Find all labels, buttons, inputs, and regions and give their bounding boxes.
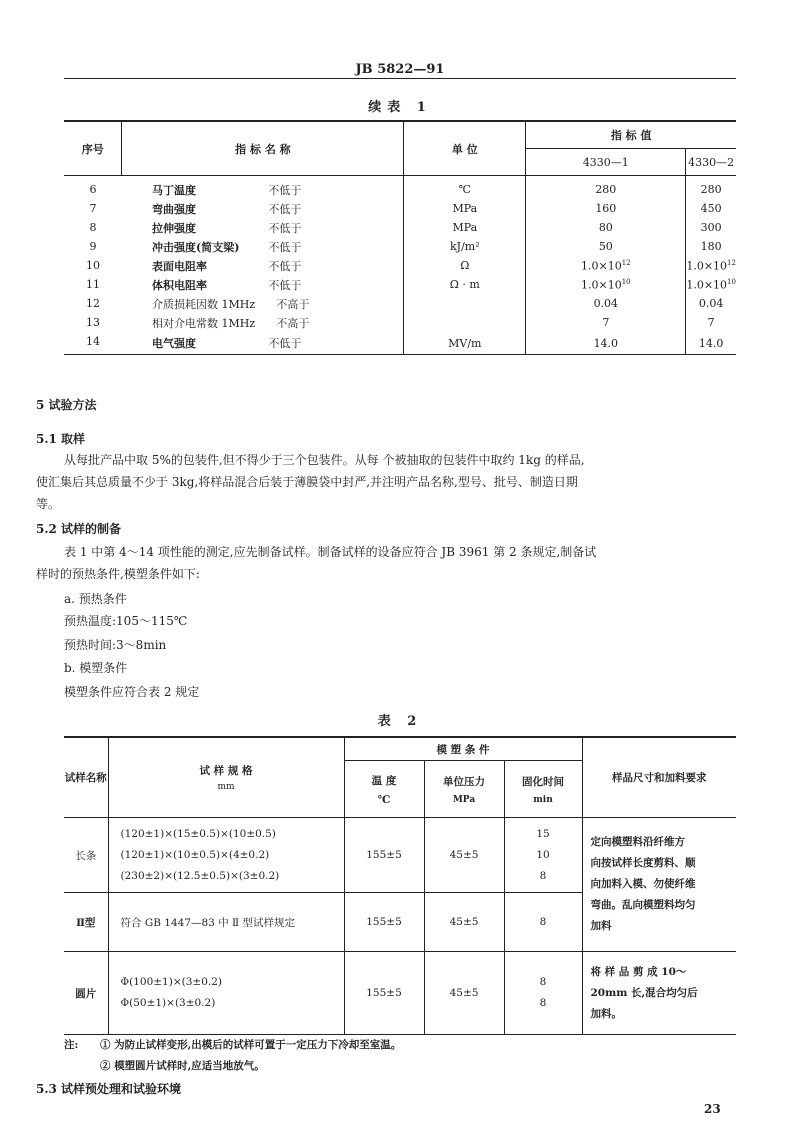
document-header-code: JB 5822—91 bbox=[355, 62, 445, 77]
section-5-title: 5 试验方法 bbox=[36, 398, 97, 412]
molding-note: 模塑条件应符合表 2 规定 bbox=[64, 685, 200, 699]
table-row: 10 表面电阻率 不低于 Ω $1.0\times 10^{12}$ $1.0\times 10^{12}$ bbox=[64, 256, 736, 275]
table1-header-no: 序号 bbox=[64, 121, 122, 176]
requirement-linear: 定向模塑料沿纤维方 向按试样长度剪料、顺 向加料入模、勿使纤维 弯曲。乱向模塑料均匀 加料 bbox=[582, 818, 736, 952]
table2-header-pressure: 单位压力 MPa bbox=[424, 761, 504, 818]
table-row: 11 体积电阻率 不低于 Ω · m $1.0\times 10^{10}$ $1.0\times 10^{10}$ bbox=[64, 275, 736, 294]
table1-header-name: 指 标 名 称 bbox=[122, 121, 404, 176]
page-number: 23 bbox=[704, 1102, 721, 1116]
table2-header-name: 试样名称 bbox=[64, 737, 108, 818]
notes-label: 注: bbox=[64, 1039, 79, 1051]
table-row: 7 弯曲强度 不低于 MPa 160 450 bbox=[64, 199, 736, 218]
note-2: ② 模塑圆片试样时,应适当地放气。 bbox=[100, 1060, 265, 1072]
table2-header-molding: 模 塑 条 件 bbox=[344, 737, 582, 761]
header-rule bbox=[64, 78, 736, 79]
table-row: 13 相对介电常数 1MHz 不高于 7 7 bbox=[64, 313, 736, 332]
table1-header-unit: 单 位 bbox=[404, 121, 526, 176]
table-row: 圆片 Φ(100±1)×(3±0.2) Φ(50±1)×(3±0.2) 155±5 45±5 8 8 将 样 品 剪 成 10～ 20mm 长,混合均匀后 加料。 bbox=[64, 952, 736, 1035]
section-5-1-title: 5.1 取样 bbox=[36, 432, 86, 446]
table2-caption: 表 2 bbox=[377, 714, 423, 729]
table-row: 14 电气强度 不低于 MV/m 14.0 14.0 bbox=[64, 332, 736, 355]
section-5-2-line2: 样时的预热条件,模塑条件如下: bbox=[36, 567, 200, 581]
table2-header-spec: 试 样 规 格 mm bbox=[108, 737, 344, 818]
table2-header-req: 样品尺寸和加料要求 bbox=[582, 737, 736, 818]
table2-header-time: 固化时间 min bbox=[504, 761, 582, 818]
table-row: 8 拉伸强度 不低于 MPa 80 300 bbox=[64, 218, 736, 237]
section-5-2-line1: 表 1 中第 4～14 项性能的测定,应先制备试样。制备试样的设备应符合 JB 3961 第 2 条规定,制备试 bbox=[64, 545, 597, 559]
table1-caption: 续表 1 bbox=[368, 100, 432, 115]
molding-heading: b. 模塑条件 bbox=[64, 661, 128, 675]
table-2 bbox=[64, 736, 736, 1035]
requirement-disc: 将 样 品 剪 成 10～ 20mm 长,混合均匀后 加料。 bbox=[582, 952, 736, 1035]
section-5-1-line3: 等。 bbox=[36, 497, 61, 511]
table-row: Ⅱ型 符合 GB 1447—83 中 Ⅱ 型试样规定 155±5 45±5 8 bbox=[64, 893, 736, 952]
preheat-temperature: 预热温度:105～115℃ bbox=[64, 614, 188, 628]
section-5-2-title: 5.2 试样的制备 bbox=[36, 522, 122, 536]
table1-header-4330-2: 4330—2 bbox=[686, 149, 736, 176]
table1-header-4330-1: 4330—1 bbox=[526, 149, 686, 176]
table-1 bbox=[64, 120, 736, 355]
table-row: 长条 (120±1)×(15±0.5)×(10±0.5) (120±1)×(10±0.5)×(4±0.2) (230±2)×(12.5±0.5)×(3±0.2) 155±5 45±5 15 10 8 定向模塑料沿纤维方 向按试样长度剪料、顺 向加料入模、勿使纤维 弯曲。乱向模塑料均匀 加料 bbox=[64, 818, 736, 893]
section-5-1-line2: 使汇集后其总质量不少于 3kg,将样品混合后装于薄膜袋中封严,并注明产品名称,型号、批号、制造日期 bbox=[36, 475, 578, 489]
table2-header-temp: 温 度 ℃ bbox=[344, 761, 424, 818]
section-5-1-line1: 从每批产品中取 5%的包装件,但不得少于三个包装件。从每 个被抽取的包装件中取约 1kg 的样品, bbox=[64, 453, 585, 467]
table-row: 12 介质损耗因数 1MHz 不高于 0.04 0.04 bbox=[64, 294, 736, 313]
preheat-heading: a. 预热条件 bbox=[64, 592, 127, 606]
preheat-time: 预热时间:3～8min bbox=[64, 638, 167, 652]
table-row: 9 冲击强度(简支梁) 不低于 kJ/m² 50 180 bbox=[64, 237, 736, 256]
note-1: ① 为防止试样变形,出模后的试样可置于一定压力下冷却至室温。 bbox=[100, 1039, 402, 1051]
table-row: 6 马丁温度 不低于 ℃ 280 280 bbox=[64, 176, 736, 200]
table1-header-values: 指 标 值 bbox=[526, 121, 736, 149]
section-5-3-title: 5.3 试样预处理和试验环境 bbox=[36, 1082, 182, 1096]
